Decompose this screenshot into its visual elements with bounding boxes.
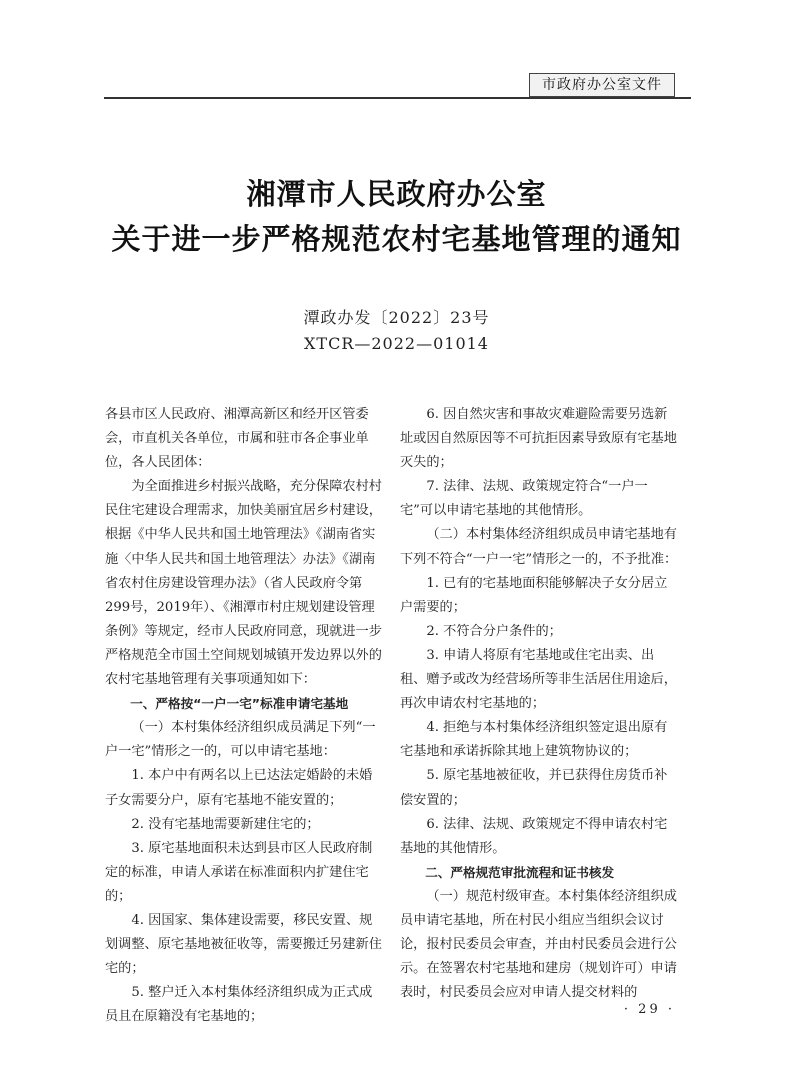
page-title-line-2: 关于进一步严格规范农村宅基地管理的通知 [111,222,682,256]
paragraph: 为全面推进乡村振兴战略，充分保障农村村民住宅建设合理需求，加快美丽宜居乡村建设，根据《中华人民共和国土地管理法》《湖南省实施〈中华人民共和国土地管理法〉办法》《湖南省农村住房建设管理办法》（省人民政府令第299号，2019年）、《湘潭市村庄规划建设管理条例》等规定，经市人民政府同意，现就进一步严格规范全市国土空间规划城镇开发边界以外的农村宅基地管理有关事项通知如下： [105,479,382,688]
paragraph: 4. 拒绝与本村集体经济组织签定退出原有宅基地和承诺拆除其地上建筑物协议的； [400,720,668,760]
paragraph: 2. 不符合分户条件的； [426,623,562,639]
document-number: 潭政办发〔2022〕23号 [303,308,490,327]
left-column [105,403,383,1029]
paragraph: （二）本村集体经济组织成员申请宅基地有下列不符合“一户一宅”情形之一的，不予批准： [400,527,678,567]
paragraph: 5. 原宅基地被征收，并已获得住房货币补偿安置的； [400,768,668,808]
paragraph: 3. 申请人将原有宅基地或住宅出卖、出租、赠予或改为经营场所等非生活居住用途后，再次申请农村宅基地的； [400,647,677,712]
header-divider [104,97,691,99]
section-heading: 二、严格规范审批流程和证书核发 [425,864,615,880]
paragraph: 各县市区人民政府、湘潭高新区和经开区管委会，市直机关各单位，市属和驻市各企事业单位，各人民团体： [105,407,369,471]
paragraph: （一）规范村级审查。本村集体经济组织成员申请宅基地，所在村民小组应当组织会议讨论，报村民委员会审查，并由村民委员会进行公示。在签署农村宅基地和建房（规划许可）申请表时，村民委员会应对申请人提交材料的 [400,888,677,1001]
paragraph: 4. 因国家、集体建设需要，移民安置、规划调整、原宅基地被征收等，需要搬迁另建新住宅的； [105,912,382,977]
paragraph: 1. 本户中有两名以上已达法定婚龄的未婚子女需要分户，原有宅基地不能安置的； [105,768,373,808]
right-column [400,403,678,1005]
paragraph: 5. 整户迁入本村集体经济组织成为正式成员且在原籍没有宅基地的； [105,985,373,1025]
paragraph: （一）本村集体经济组织成员满足下列“一户一宅”情形之一的，可以申请宅基地： [105,720,376,760]
paragraph: 2. 没有宅基地需要新建住宅的； [131,816,320,832]
page-number: · 29 · [623,1002,675,1017]
page-title-line-1: 湘潭市人民政府办公室 [246,177,547,211]
paragraph: 1. 已有的宅基地面积能够解决子女分居立户需要的； [400,575,668,615]
document-code: XTCR—2022—01014 [304,334,489,353]
document-category-tag: 市政府办公室文件 [529,73,675,97]
section-heading: 一、严格按“一户一宅”标准申请宅基地 [130,696,349,712]
paragraph: 7. 法律、法规、政策规定符合“一户一宅”可以申请宅基地的其他情形。 [400,479,648,519]
paragraph: 3. 原宅基地面积未达到县市区人民政府制定的标准，申请人承诺在标准面积内扩建住宅的； [105,840,373,904]
paragraph: 6. 法律、法规、政策规定不得申请农村宅基地的其他情形。 [400,816,668,856]
paragraph: 6. 因自然灾害和事故灾难避险需要另选新址或因自然原因等不可抗拒因素导致原有宅基地灭失的； [400,407,677,471]
